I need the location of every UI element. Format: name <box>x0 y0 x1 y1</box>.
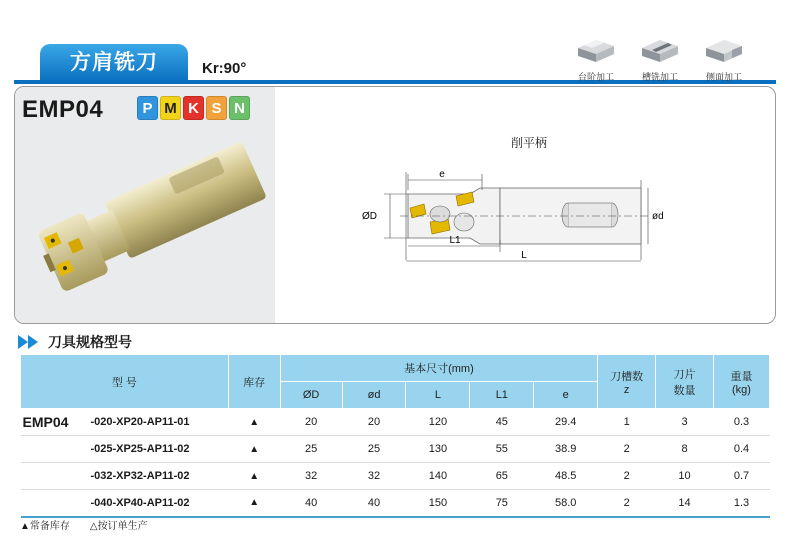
header-weight <box>713 355 769 409</box>
series-name-empty <box>21 490 89 517</box>
section-heading <box>18 332 132 352</box>
header-dim: L1 <box>470 382 534 409</box>
header-dim: e <box>534 382 598 409</box>
header-inserts <box>656 355 714 409</box>
footnote-stock: ▲常备库存 <box>20 521 70 532</box>
operation-label: 槽铣加工 <box>641 72 678 82</box>
cell-D: 20 <box>280 409 342 436</box>
header-basic-dims: 基本尺寸(mm) <box>280 355 598 382</box>
dim-l: L <box>521 250 527 261</box>
stock-mark: ▲ <box>228 463 280 490</box>
side-milling-icon <box>702 34 746 64</box>
operation-side <box>694 34 754 83</box>
cell-z: 2 <box>598 463 656 490</box>
header-model: 型 号 <box>21 355 229 409</box>
series-name: EMP04 <box>21 409 89 436</box>
stock-mark: ▲ <box>228 436 280 463</box>
material-badge-s: S <box>206 96 227 120</box>
header-dim: ød <box>342 382 406 409</box>
technical-drawing <box>360 160 690 270</box>
operation-slot <box>630 34 690 83</box>
cell-weight: 0.3 <box>713 409 769 436</box>
cell-L1: 65 <box>470 463 534 490</box>
header-stock: 库存 <box>228 355 280 409</box>
header-flutes-label: 刀槽数 <box>610 370 644 383</box>
series-name-empty <box>21 463 89 490</box>
header-dim: L <box>406 382 470 409</box>
table-row <box>21 436 770 463</box>
cell-d: 32 <box>342 463 406 490</box>
header-flutes-sub: z <box>623 383 630 396</box>
footnote-order: △按订单生产 <box>89 521 148 532</box>
cell-inserts: 3 <box>656 409 714 436</box>
operation-label: 侧面加工 <box>705 72 742 82</box>
cell-e: 58.0 <box>534 490 598 517</box>
cell-inserts: 14 <box>656 490 714 517</box>
cell-d: 20 <box>342 409 406 436</box>
series-name-empty <box>21 436 89 463</box>
cell-inserts: 8 <box>656 436 714 463</box>
table-row <box>21 409 770 436</box>
model-code: -025-XP25-AP11-02 <box>88 436 228 463</box>
step-milling-icon <box>574 34 618 64</box>
cell-weight: 1.3 <box>713 490 769 517</box>
cell-L: 140 <box>406 463 470 490</box>
table-row <box>21 490 770 517</box>
drawing-label: 削平柄 <box>511 136 548 150</box>
header-inserts-label: 刀片 <box>673 368 696 381</box>
cell-weight: 0.4 <box>713 436 769 463</box>
cell-z: 2 <box>598 490 656 517</box>
cell-D: 25 <box>280 436 342 463</box>
cell-D: 40 <box>280 490 342 517</box>
cell-L1: 45 <box>470 409 534 436</box>
operation-step <box>566 34 626 83</box>
cell-L1: 75 <box>470 490 534 517</box>
cell-e: 48.5 <box>534 463 598 490</box>
operation-label: 台阶加工 <box>577 72 614 82</box>
header-inserts-sub: 数量 <box>673 384 696 397</box>
kr-angle: Kr:90° <box>202 60 247 77</box>
cell-e: 29.4 <box>534 409 598 436</box>
model-code: -040-XP40-AP11-02 <box>88 490 228 517</box>
cell-L: 130 <box>406 436 470 463</box>
cell-L: 120 <box>406 409 470 436</box>
cell-e: 38.9 <box>534 436 598 463</box>
table-row <box>21 463 770 490</box>
header-flutes <box>598 355 656 409</box>
cell-z: 1 <box>598 409 656 436</box>
header-weight-label: 重量 <box>730 370 753 383</box>
dim-d-small: ød <box>652 211 664 222</box>
dim-d-cap: ØD <box>362 211 377 222</box>
cell-L1: 55 <box>470 436 534 463</box>
material-badge-n: N <box>229 96 250 120</box>
material-badge-p: P <box>137 96 158 120</box>
material-badge-m: M <box>160 96 181 120</box>
cell-L: 150 <box>406 490 470 517</box>
cell-weight: 0.7 <box>713 463 769 490</box>
dim-l1: L1 <box>449 235 461 246</box>
stock-mark: ▲ <box>228 490 280 517</box>
model-code: -032-XP32-AP11-02 <box>88 463 228 490</box>
material-badge-k: K <box>183 96 204 120</box>
header-weight-sub: (kg) <box>732 383 751 396</box>
cell-d: 40 <box>342 490 406 517</box>
model-code: -020-XP20-AP11-01 <box>88 409 228 436</box>
footnotes <box>20 517 148 532</box>
page-title: 方肩铣刀 <box>40 44 188 82</box>
spec-table <box>20 354 770 518</box>
cell-inserts: 10 <box>656 463 714 490</box>
slot-milling-icon <box>638 34 682 64</box>
material-badges <box>137 96 250 120</box>
model-name: EMP04 <box>22 96 104 123</box>
cell-d: 25 <box>342 436 406 463</box>
section-title: 刀具规格型号 <box>48 334 132 350</box>
double-arrow-icon <box>18 335 42 349</box>
cell-D: 32 <box>280 463 342 490</box>
header-dim: ØD <box>280 382 342 409</box>
dim-e: e <box>439 169 445 180</box>
cell-z: 2 <box>598 436 656 463</box>
stock-mark: ▲ <box>228 409 280 436</box>
